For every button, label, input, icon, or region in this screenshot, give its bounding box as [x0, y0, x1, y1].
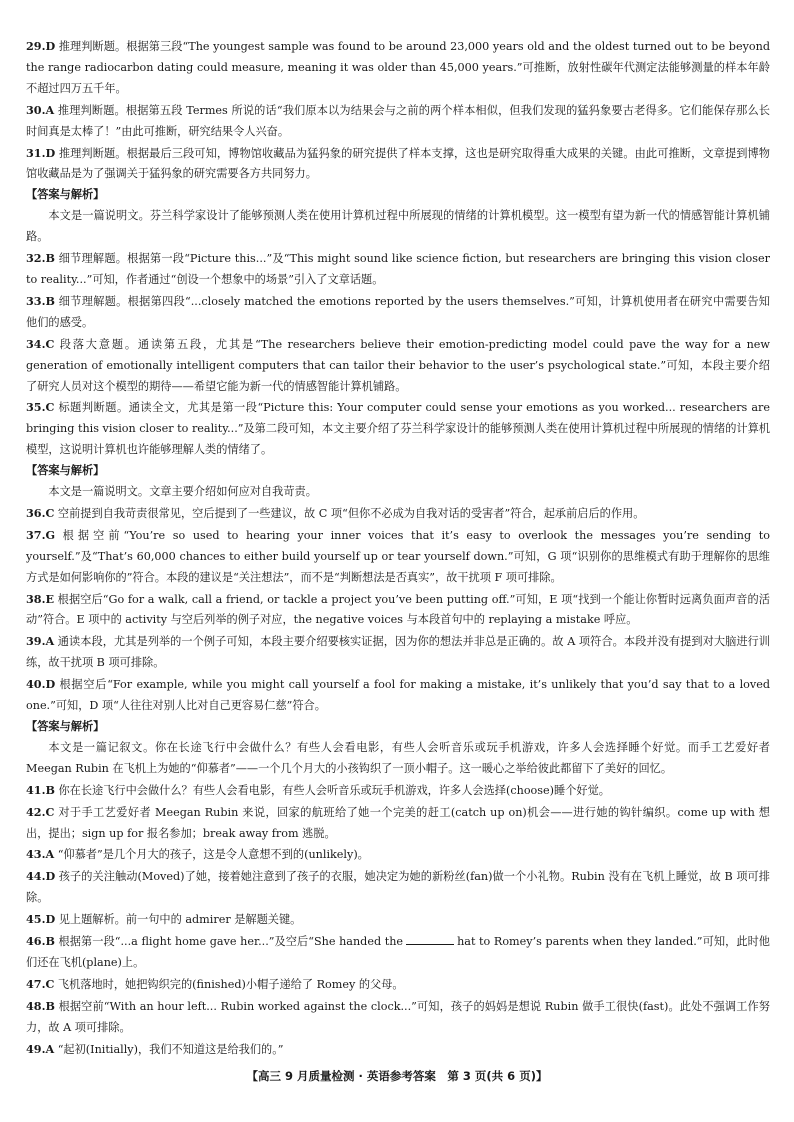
answer-number: 41.B: [26, 782, 55, 797]
answer-number: 33.B: [26, 293, 55, 308]
answer-number: 34.C: [26, 336, 55, 351]
answer-item: [26, 334, 770, 398]
answer-number: 38.E: [26, 591, 54, 606]
answer-item: [26, 909, 770, 931]
answer-number: 36.C: [26, 505, 55, 520]
answer-explanation: 根据空后“For example, while you might call yourself a fool for making a mistake, it’s unlikely that you’d say that to a loved one.”可知，D 项“人往往对别人比对自己更容易仁慈”符合。: [26, 678, 770, 713]
answer-item: [26, 974, 770, 996]
answer-number: 44.D: [26, 869, 56, 884]
answer-explanation: 标题判断题。通读全文，尤其是第一段“Picture this: Your computer could sense your emotions as you worked... researchers are bringing this vision closer to reality...”及第二段可知，本文主要介绍了芬兰科学家设计的能够预测人类在使用计算机过程中所展现的情绪的计算机模型，这说明计算机也许能够理解人类的情绪了。: [26, 401, 770, 457]
answer-number: 42.C: [26, 804, 55, 819]
answer-item: [26, 631, 770, 674]
answer-item: [26, 291, 770, 334]
answer-item: [26, 674, 770, 717]
answer-explanation: 对于手工艺爱好者 Meegan Rubin 来说，回家的航班给了她一个完美的赶工(catch up on)机会——进行她的钩针编织。come up with 想出，提出；sign up for 报名参加；break away from 逃脱。: [26, 805, 770, 840]
answer-explanation-part: 根据第一段“...a flight home gave her...”及空后“She handed the: [58, 935, 404, 949]
answer-explanation-part: hat to Romey’s parents when they landed.”可知，此时他们还在飞机(plane)上。: [26, 935, 770, 969]
answer-explanation: 见上题解析。前一句中的 admirer 是解题关键。: [55, 913, 302, 927]
answer-explanation: 细节理解题。根据第四段“...closely matched the emotions reported by the users themselves.”可知，计算机使用者在研究中需要告知他们的感受。: [26, 294, 770, 329]
answer-item: [26, 996, 770, 1039]
answer-item: [26, 1039, 770, 1061]
answer-item: [26, 844, 770, 866]
page-footer: 【高三 9 月质量检测 · 英语参考答案 第 3 页(共 6 页)】: [246, 1069, 548, 1083]
answer-item: [26, 397, 770, 461]
answer-group-47-49: [26, 974, 770, 1061]
answer-number: 39.A: [26, 634, 55, 649]
answer-explanation: 根据空后“Go for a walk, call a friend, or tackle a project you’ve been putting off.”可知，E 项“找到一个能让你暂时远离负面声音的活动”符合。E 项中的 activity 与空后列举的例子对应，the negative voices 与本段首句中的 replaying a mistake 呼应。: [26, 592, 770, 627]
answer-explanation: 细节理解题。根据第一段“Picture this...”及“This might sound like science fiction, but researchers are bringing this vision closer to reality...”可知，作者通过“创设一个想象中的场景”引入了文章话题。: [26, 252, 770, 286]
blank-line: [406, 932, 454, 945]
section-heading: 【答案与解析】: [26, 464, 105, 478]
answer-number: 29.D: [26, 39, 56, 53]
answer-number: 48.B: [26, 998, 55, 1013]
answer-group-41-45: [26, 780, 770, 931]
passage-summary: 本文是一篇记叙文。你在长途飞行中会做什么？有些人会看电影，有些人会听音乐或玩手机游戏，许多人会选择睡个好觉。而手工艺爱好者 Meegan Rubin 在飞机上为她的“仰慕者”——一个几个月大的小孩钩织了一顶小帽子。这一暖心之举给彼此都留下了美好的回忆。: [26, 740, 770, 775]
answer-group-32-35: [26, 248, 770, 461]
passage-summary: 本文是一篇说明文。文章主要介绍如何应对自我苛责。: [48, 485, 317, 499]
answer-explanation: 根据空前“You’re so used to hearing your inner voices that it’s easy to overlook the messages you’re sending to yourself.”及“That’s 60,000 chances to either build yourself up or tear yourself down.”可知，G 项“识别你的思维模式有助于理解你的思维方式是如何影响你的”符合。本段的建议是“关注想法”，而不是“判断想法是否真实”，故干扰项 F 项可排除。: [26, 528, 770, 584]
answer-explanation: “仰慕者”是几个月大的孩子，这是令人意想不到的(unlikely)。: [54, 848, 369, 862]
answer-explanation: 推理判断题。根据最后三段可知，博物馆收藏品为猛犸象的研究提供了样本支撑，这也是研究取得重大成果的关键。由此可推断，文章提到博物馆收藏品是为了强调关于猛犸象的研究需要各方共同努力。: [26, 146, 770, 181]
answer-number: 37.G: [26, 527, 56, 542]
answer-explanation: 空前提到自我苛责很常见，空后提到了一些建议，故 C 项“但你不必成为自我对话的受害者”符合，起承前启后的作用。: [54, 506, 645, 520]
answer-explanation: 根据空前“With an hour left... Rubin worked against the clock...”可知，孩子的妈妈是想说 Rubin 做手工很快(fast)。此处不强调工作努力，故 A 项可排除。: [26, 999, 770, 1034]
content: [26, 36, 770, 1061]
answer-item: [26, 931, 770, 974]
answer-number: 49.A: [26, 1041, 55, 1056]
section-heading: 【答案与解析】: [26, 188, 105, 202]
answer-item: [26, 802, 770, 845]
answer-explanation: 飞机落地时，她把钩织完的(finished)小帽子递给了 Romey 的父母。: [54, 977, 404, 991]
answer-explanation: 推理判断题。根据第五段 Termes 所说的话“我们原本以为结果会与之前的两个样本相似，但我们发现的猛犸象要古老得多。它们能保存那么长时间真是太棒了！”由此可推断，研究结果令人兴奋。: [26, 103, 770, 138]
answer-explanation: 孩子的关注触动(Moved)了她，接着她注意到了孩子的衣服，她决定为她的新粉丝(fan)做一个小礼物。Rubin 没有在飞机上睡觉，故 B 项可排除。: [26, 870, 770, 905]
answer-number: 35.C: [26, 400, 55, 415]
answer-group-29-31: [26, 36, 770, 185]
answer-number: 30.A: [26, 102, 55, 117]
answer-item: [26, 780, 770, 802]
answer-explanation: 通读本段，尤其是列举的一个例子可知，本段主要介绍要核实证据，因为你的想法并非总是正确的。故 A 项符合。本段并没有提到对大脑进行训练，故干扰项 B 项可排除。: [26, 635, 770, 670]
answer-group-36-40: [26, 503, 770, 717]
answer-number: 40.D: [26, 677, 56, 692]
answer-item: [26, 143, 770, 186]
passage-summary: 本文是一篇说明文。芬兰科学家设计了能够预测人类在使用计算机过程中所展现的情绪的计算机模型。这一模型有望为新一代的情感智能计算机铺路。: [26, 209, 770, 244]
answer-number: 46.B: [26, 934, 55, 949]
answer-number: 31.D: [26, 145, 56, 160]
answer-number: 47.C: [26, 976, 55, 991]
section-heading: 【答案与解析】: [26, 720, 105, 733]
answer-number: 43.A: [26, 847, 55, 862]
answer-item: [26, 866, 770, 909]
answer-item: [26, 248, 770, 291]
answer-item: [26, 589, 770, 632]
answer-item: [26, 100, 770, 143]
answer-number: 45.D: [26, 912, 56, 927]
answer-item: [26, 36, 770, 100]
answer-explanation: “起初(Initially)，我们不知道这是给我们的。”: [54, 1042, 284, 1056]
answer-item: [26, 503, 770, 525]
answer-number: 32.B: [26, 251, 55, 266]
answer-item: [26, 525, 770, 589]
answer-explanation: 段落大意题。通读第五段，尤其是“The researchers believe their emotion-predicting model could pave the way for a new generation of emotionally intelligent computers that can tailor their behavior to the user’s psychological state.”可知，本段主要介绍了研究人员对这个模型的期待——希望它能为新一代的情感智能计算机铺路。: [26, 337, 770, 393]
answer-explanation: 你在长途飞行中会做什么？有些人会看电影，有些人会听音乐或玩手机游戏，许多人会选择(choose)睡个好觉。: [54, 783, 610, 797]
answer-explanation: 推理判断题。根据第三段“The youngest sample was found to be around 23,000 years old and the oldest turned out to be beyond the range radiocarbon dating could measure, meaning it was older than 45,000 years.”可推断，放射性碳年代测定法能够测量的样本年龄不超过四万五千年。: [26, 40, 770, 95]
